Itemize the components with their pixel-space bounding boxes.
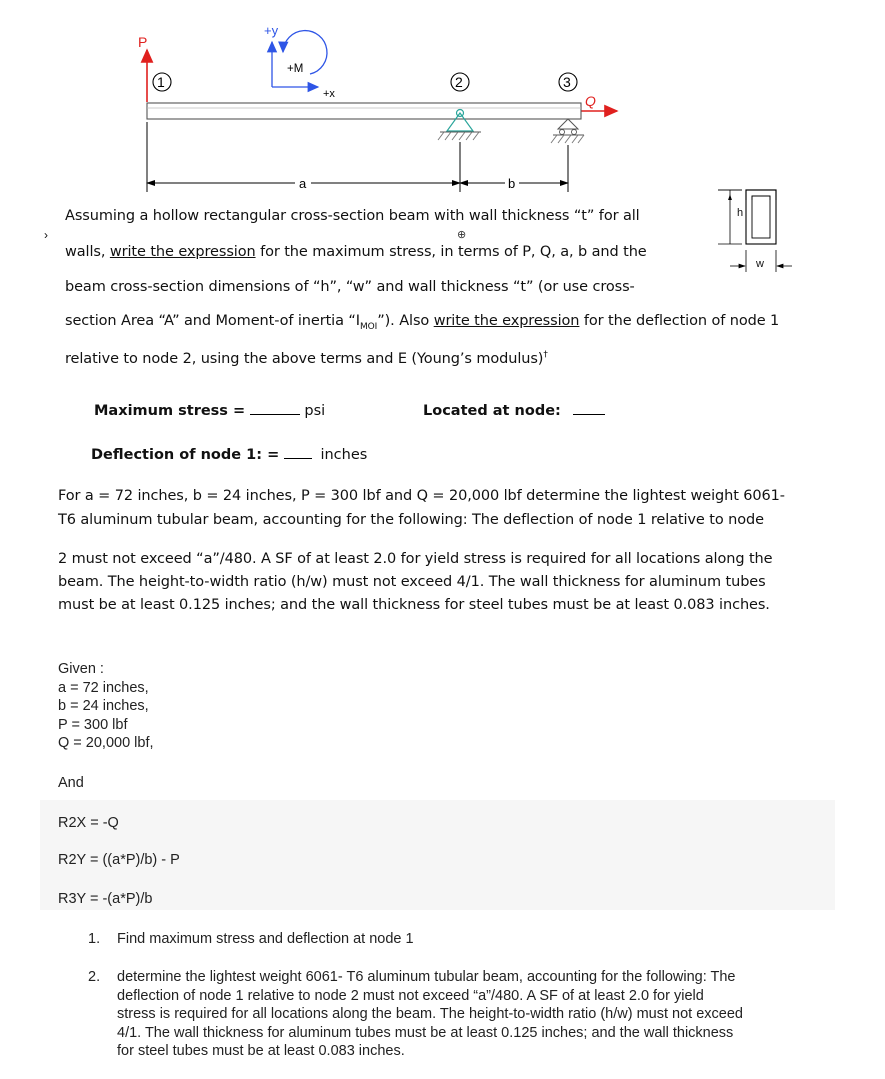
task-2-text: determine the lightest weight 6061- T6 aluminum tubular beam, accounting for the following: The deflection of node 1 relative to node 2 must not exceed “a”/480. A SF of at least 2.0 for yield stress is required for all locations along the beam. The height-to-width ratio (h/w) must not exceed 4/1. The wall thickness for aluminum tubes must be at least 0.125 inches; and the wall thickness for steel tubes must be at least 0.083 inches. bbox=[117, 969, 743, 1059]
max-stress-row bbox=[94, 402, 325, 419]
problem-line-4: section Area “A” and Moment-of inertia “$I_{MOI}$”). Also write the expression for the deflection of node 1 bbox=[65, 313, 780, 332]
max-stress-unit: psi bbox=[304, 403, 326, 419]
spec-line-5: must be at least 0.125 inches; and the wall thickness for steel tubes must be at least 0.083 inches. bbox=[58, 597, 770, 613]
roller-support-node-3 bbox=[551, 119, 584, 143]
stray-mark: › bbox=[44, 228, 48, 242]
max-stress-label: Maximum stress = bbox=[94, 403, 246, 419]
dimension-b-label: b bbox=[508, 176, 516, 191]
spec-line-3: 2 must not exceed “a”/480. A SF of at least 2.0 for yield stress is required for all locations along the bbox=[58, 551, 773, 567]
reaction-r2y: R2Y = ((a*P)/b) - P bbox=[58, 852, 180, 868]
spec-line-2: T6 aluminum tubular beam, accounting for the following: The deflection of node 1 relative to node bbox=[58, 512, 764, 528]
reaction-r2x: R2X = -Q bbox=[58, 815, 119, 831]
located-label: Located at node: bbox=[423, 403, 561, 419]
beam bbox=[147, 103, 581, 119]
beam-diagram bbox=[0, 0, 885, 200]
given-and: And bbox=[58, 775, 84, 791]
task-2-number: 2. bbox=[88, 969, 101, 985]
located-row bbox=[423, 402, 605, 419]
given-q: Q = 20,000 lbf, bbox=[58, 735, 154, 751]
section-w-label: w bbox=[756, 258, 764, 270]
spec-line-4: beam. The height-to-width ratio (h/w) must not exceed 4/1. The wall thickness for aluminum tubes bbox=[58, 574, 766, 590]
max-stress-blank[interactable] bbox=[250, 402, 300, 415]
problem-line-1: Assuming a hollow rectangular cross-section beam with wall thickness “t” for all bbox=[65, 208, 640, 224]
node-3-label: 3 bbox=[563, 74, 571, 90]
force-q-label: Q bbox=[585, 93, 596, 109]
section-h-text: h bbox=[737, 207, 744, 219]
deflection-label: Deflection of node 1: = bbox=[91, 447, 280, 463]
plus-m-label: +M bbox=[287, 63, 304, 75]
deflection-blank[interactable] bbox=[284, 446, 312, 459]
spec-line-1: For a = 72 inches, b = 24 inches, P = 300 lbf and Q = 20,000 lbf determine the lightest weight 6061- bbox=[58, 488, 785, 504]
reaction-r3y: R3Y = -(a*P)/b bbox=[58, 891, 153, 907]
problem-line-5: relative to node 2, using the above terms and E (Young’s modulus)† bbox=[65, 350, 548, 367]
given-p: P = 300 lbf bbox=[58, 716, 128, 733]
given-a: a = 72 inches, bbox=[58, 679, 149, 696]
force-p-label: P bbox=[138, 34, 148, 50]
problem-line-2: walls, write the expression for the maximum stress, in terms of P, Q, a, b and the bbox=[65, 244, 647, 260]
plus-y-label: +y bbox=[264, 23, 279, 38]
problem-line-3: beam cross-section dimensions of “h”, “w” and wall thickness “t” (or use cross- bbox=[65, 279, 635, 295]
given-b: b = 24 inches, bbox=[58, 698, 149, 714]
dimension-a-label: a bbox=[299, 176, 307, 191]
given-block bbox=[58, 660, 154, 753]
task-1-number: 1. bbox=[88, 931, 101, 947]
located-node-blank[interactable] bbox=[573, 402, 605, 415]
plus-x-label: +x bbox=[323, 88, 335, 100]
node-1-label: 1 bbox=[157, 74, 165, 90]
cross-section-sketch-lower bbox=[700, 180, 820, 290]
node-2-label: 2 bbox=[455, 74, 463, 90]
task-1 bbox=[88, 930, 414, 949]
task-2 bbox=[88, 968, 100, 987]
deflection-unit: inches bbox=[320, 447, 368, 463]
given-title: Given : bbox=[58, 661, 104, 677]
task-1-text: Find maximum stress and deflection at node 1 bbox=[117, 931, 414, 947]
stray-plus-mark: ⊕ bbox=[457, 229, 467, 241]
deflection-row bbox=[91, 446, 367, 463]
